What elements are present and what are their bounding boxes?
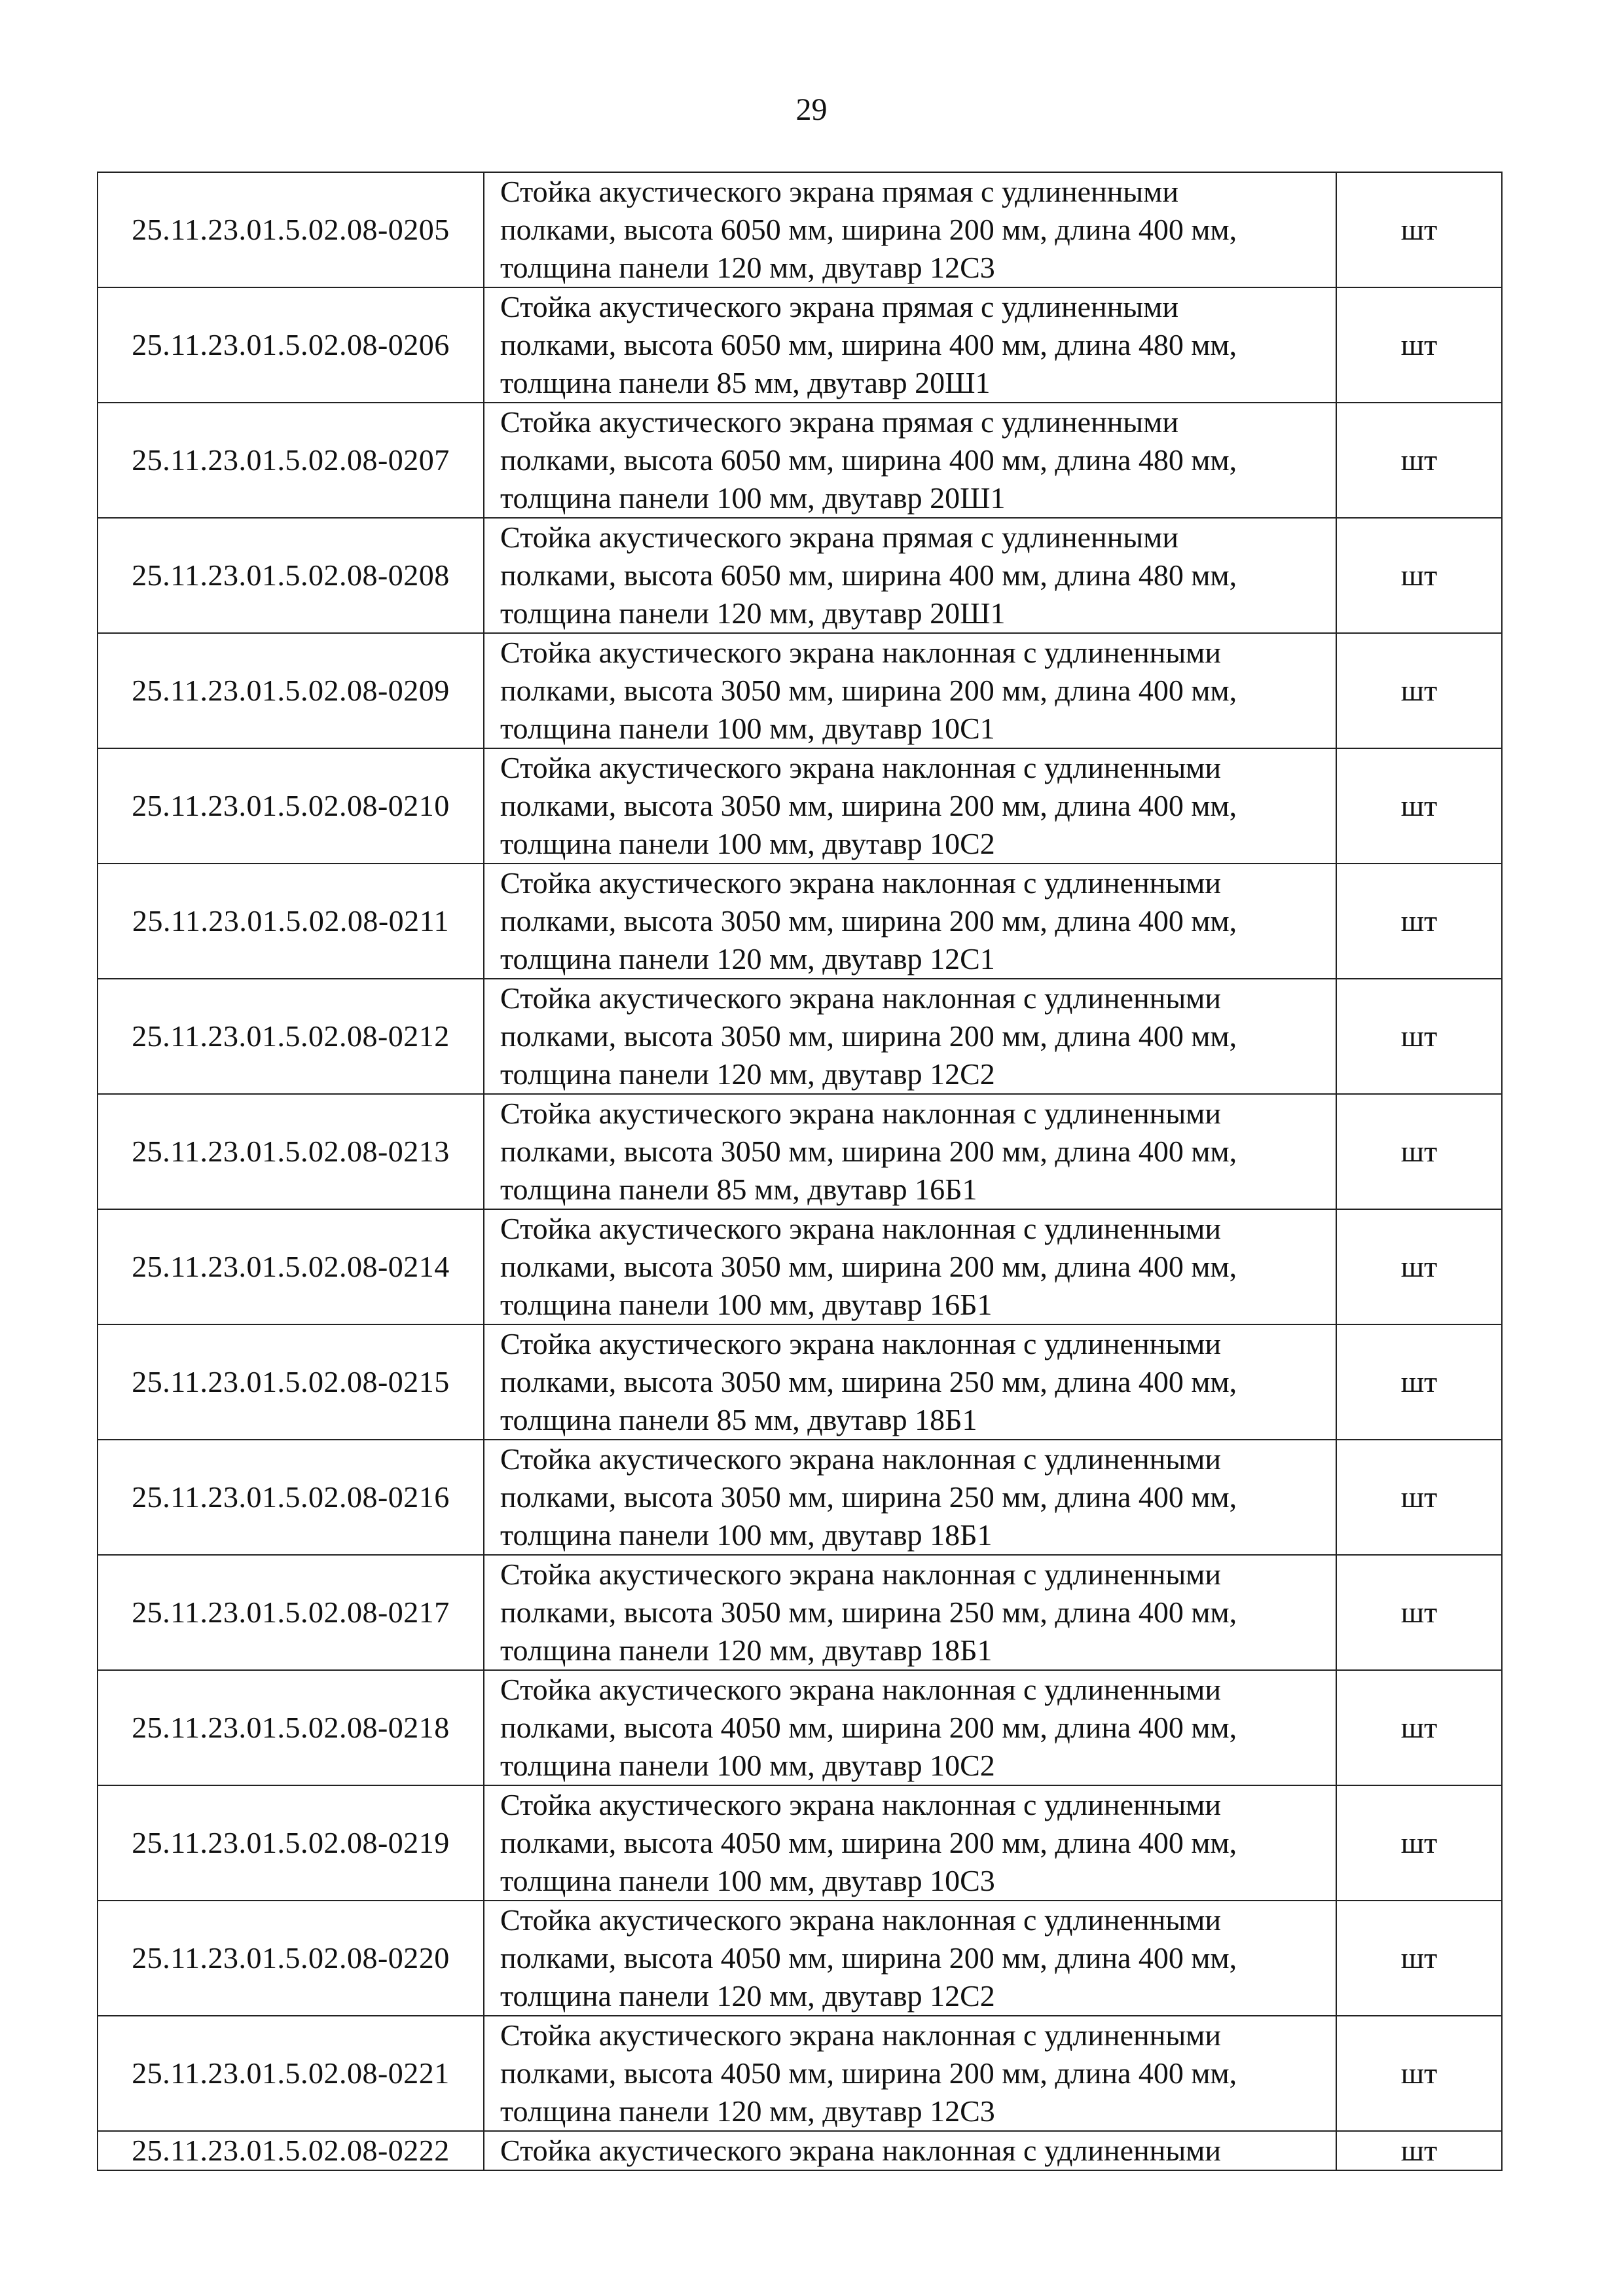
table-row [98, 864, 1502, 979]
resource-description: Стойка акустического экрана наклонная с удлиненными [484, 2131, 1336, 2170]
table-row [98, 1901, 1502, 2016]
unit-of-measure: шт [1336, 1785, 1502, 1901]
resource-description: Стойка акустического экрана наклонная с удлиненными полками, высота 3050 мм, ширина 200 мм, длина 400 мм, толщина панели 100 мм, двутавр 16Б1 [484, 1209, 1336, 1324]
table-row [98, 287, 1502, 403]
resource-code: 25.11.23.01.5.02.08-0210 [98, 748, 484, 864]
unit-of-measure: шт [1336, 1324, 1502, 1440]
resource-code: 25.11.23.01.5.02.08-0220 [98, 1901, 484, 2016]
table-row [98, 2016, 1502, 2131]
resource-code: 25.11.23.01.5.02.08-0216 [98, 1440, 484, 1555]
resource-code: 25.11.23.01.5.02.08-0217 [98, 1555, 484, 1670]
table-row [98, 1670, 1502, 1785]
unit-of-measure: шт [1336, 518, 1502, 633]
page-number: 29 [795, 92, 828, 127]
resource-code: 25.11.23.01.5.02.08-0221 [98, 2016, 484, 2131]
resource-description: Стойка акустического экрана наклонная с удлиненными полками, высота 3050 мм, ширина 250 мм, длина 400 мм, толщина панели 120 мм, двутавр 18Б1 [484, 1555, 1336, 1670]
resource-description: Стойка акустического экрана прямая с удлиненными полками, высота 6050 мм, ширина 400 мм, длина 480 мм, толщина панели 100 мм, двутавр 20Ш1 [484, 403, 1336, 518]
resource-description: Стойка акустического экрана прямая с удлиненными полками, высота 6050 мм, ширина 400 мм, длина 480 мм, толщина панели 120 мм, двутавр 20Ш1 [484, 518, 1336, 633]
table-row [98, 1209, 1502, 1324]
resource-description: Стойка акустического экрана прямая с удлиненными полками, высота 6050 мм, ширина 400 мм, длина 480 мм, толщина панели 85 мм, двутавр 20Ш1 [484, 287, 1336, 403]
resource-description: Стойка акустического экрана наклонная с удлиненными полками, высота 3050 мм, ширина 200 мм, длина 400 мм, толщина панели 120 мм, двутавр 12С2 [484, 979, 1336, 1094]
resource-code: 25.11.23.01.5.02.08-0222 [98, 2131, 484, 2170]
table-row [98, 2131, 1502, 2170]
table-row [98, 748, 1502, 864]
resource-description: Стойка акустического экрана наклонная с удлиненными полками, высота 3050 мм, ширина 250 мм, длина 400 мм, толщина панели 85 мм, двутавр 18Б1 [484, 1324, 1336, 1440]
unit-of-measure: шт [1336, 172, 1502, 287]
resource-code: 25.11.23.01.5.02.08-0213 [98, 1094, 484, 1209]
unit-of-measure: шт [1336, 748, 1502, 864]
table-row [98, 518, 1502, 633]
resource-code: 25.11.23.01.5.02.08-0206 [98, 287, 484, 403]
resource-description: Стойка акустического экрана наклонная с удлиненными полками, высота 3050 мм, ширина 200 мм, длина 400 мм, толщина панели 85 мм, двутавр 16Б1 [484, 1094, 1336, 1209]
resource-table [97, 172, 1503, 2171]
resource-code: 25.11.23.01.5.02.08-0207 [98, 403, 484, 518]
unit-of-measure: шт [1336, 864, 1502, 979]
unit-of-measure: шт [1336, 1901, 1502, 2016]
table-row [98, 1785, 1502, 1901]
table-row [98, 172, 1502, 287]
table-row [98, 1094, 1502, 1209]
table-row [98, 979, 1502, 1094]
table-row [98, 633, 1502, 748]
unit-of-measure: шт [1336, 2131, 1502, 2170]
unit-of-measure: шт [1336, 1440, 1502, 1555]
table-row [98, 403, 1502, 518]
unit-of-measure: шт [1336, 1670, 1502, 1785]
unit-of-measure: шт [1336, 287, 1502, 403]
resource-code: 25.11.23.01.5.02.08-0215 [98, 1324, 484, 1440]
resource-description: Стойка акустического экрана наклонная с удлиненными полками, высота 3050 мм, ширина 200 мм, длина 400 мм, толщина панели 100 мм, двутавр 10С1 [484, 633, 1336, 748]
resource-description: Стойка акустического экрана прямая с удлиненными полками, высота 6050 мм, ширина 200 мм, длина 400 мм, толщина панели 120 мм, двутавр 12С3 [484, 172, 1336, 287]
unit-of-measure: шт [1336, 1209, 1502, 1324]
resource-code: 25.11.23.01.5.02.08-0209 [98, 633, 484, 748]
resource-description: Стойка акустического экрана наклонная с удлиненными полками, высота 3050 мм, ширина 200 мм, длина 400 мм, толщина панели 120 мм, двутавр 12С1 [484, 864, 1336, 979]
resource-description: Стойка акустического экрана наклонная с удлиненными полками, высота 4050 мм, ширина 200 мм, длина 400 мм, толщина панели 100 мм, двутавр 10С3 [484, 1785, 1336, 1901]
unit-of-measure: шт [1336, 979, 1502, 1094]
resource-code: 25.11.23.01.5.02.08-0212 [98, 979, 484, 1094]
resource-description: Стойка акустического экрана наклонная с удлиненными полками, высота 4050 мм, ширина 200 мм, длина 400 мм, толщина панели 120 мм, двутавр 12С2 [484, 1901, 1336, 2016]
unit-of-measure: шт [1336, 1094, 1502, 1209]
table-row [98, 1555, 1502, 1670]
unit-of-measure: шт [1336, 1555, 1502, 1670]
resource-description: Стойка акустического экрана наклонная с удлиненными полками, высота 4050 мм, ширина 200 мм, длина 400 мм, толщина панели 120 мм, двутавр 12С3 [484, 2016, 1336, 2131]
unit-of-measure: шт [1336, 403, 1502, 518]
resource-code: 25.11.23.01.5.02.08-0218 [98, 1670, 484, 1785]
resource-code: 25.11.23.01.5.02.08-0208 [98, 518, 484, 633]
resource-code: 25.11.23.01.5.02.08-0211 [98, 864, 484, 979]
resource-code: 25.11.23.01.5.02.08-0219 [98, 1785, 484, 1901]
resource-description: Стойка акустического экрана наклонная с удлиненными полками, высота 4050 мм, ширина 200 мм, длина 400 мм, толщина панели 100 мм, двутавр 10С2 [484, 1670, 1336, 1785]
resource-code: 25.11.23.01.5.02.08-0205 [98, 172, 484, 287]
table-row [98, 1440, 1502, 1555]
table-row [98, 1324, 1502, 1440]
resource-description: Стойка акустического экрана наклонная с удлиненными полками, высота 3050 мм, ширина 250 мм, длина 400 мм, толщина панели 100 мм, двутавр 18Б1 [484, 1440, 1336, 1555]
unit-of-measure: шт [1336, 2016, 1502, 2131]
unit-of-measure: шт [1336, 633, 1502, 748]
resource-description: Стойка акустического экрана наклонная с удлиненными полками, высота 3050 мм, ширина 200 мм, длина 400 мм, толщина панели 100 мм, двутавр 10С2 [484, 748, 1336, 864]
resource-code: 25.11.23.01.5.02.08-0214 [98, 1209, 484, 1324]
